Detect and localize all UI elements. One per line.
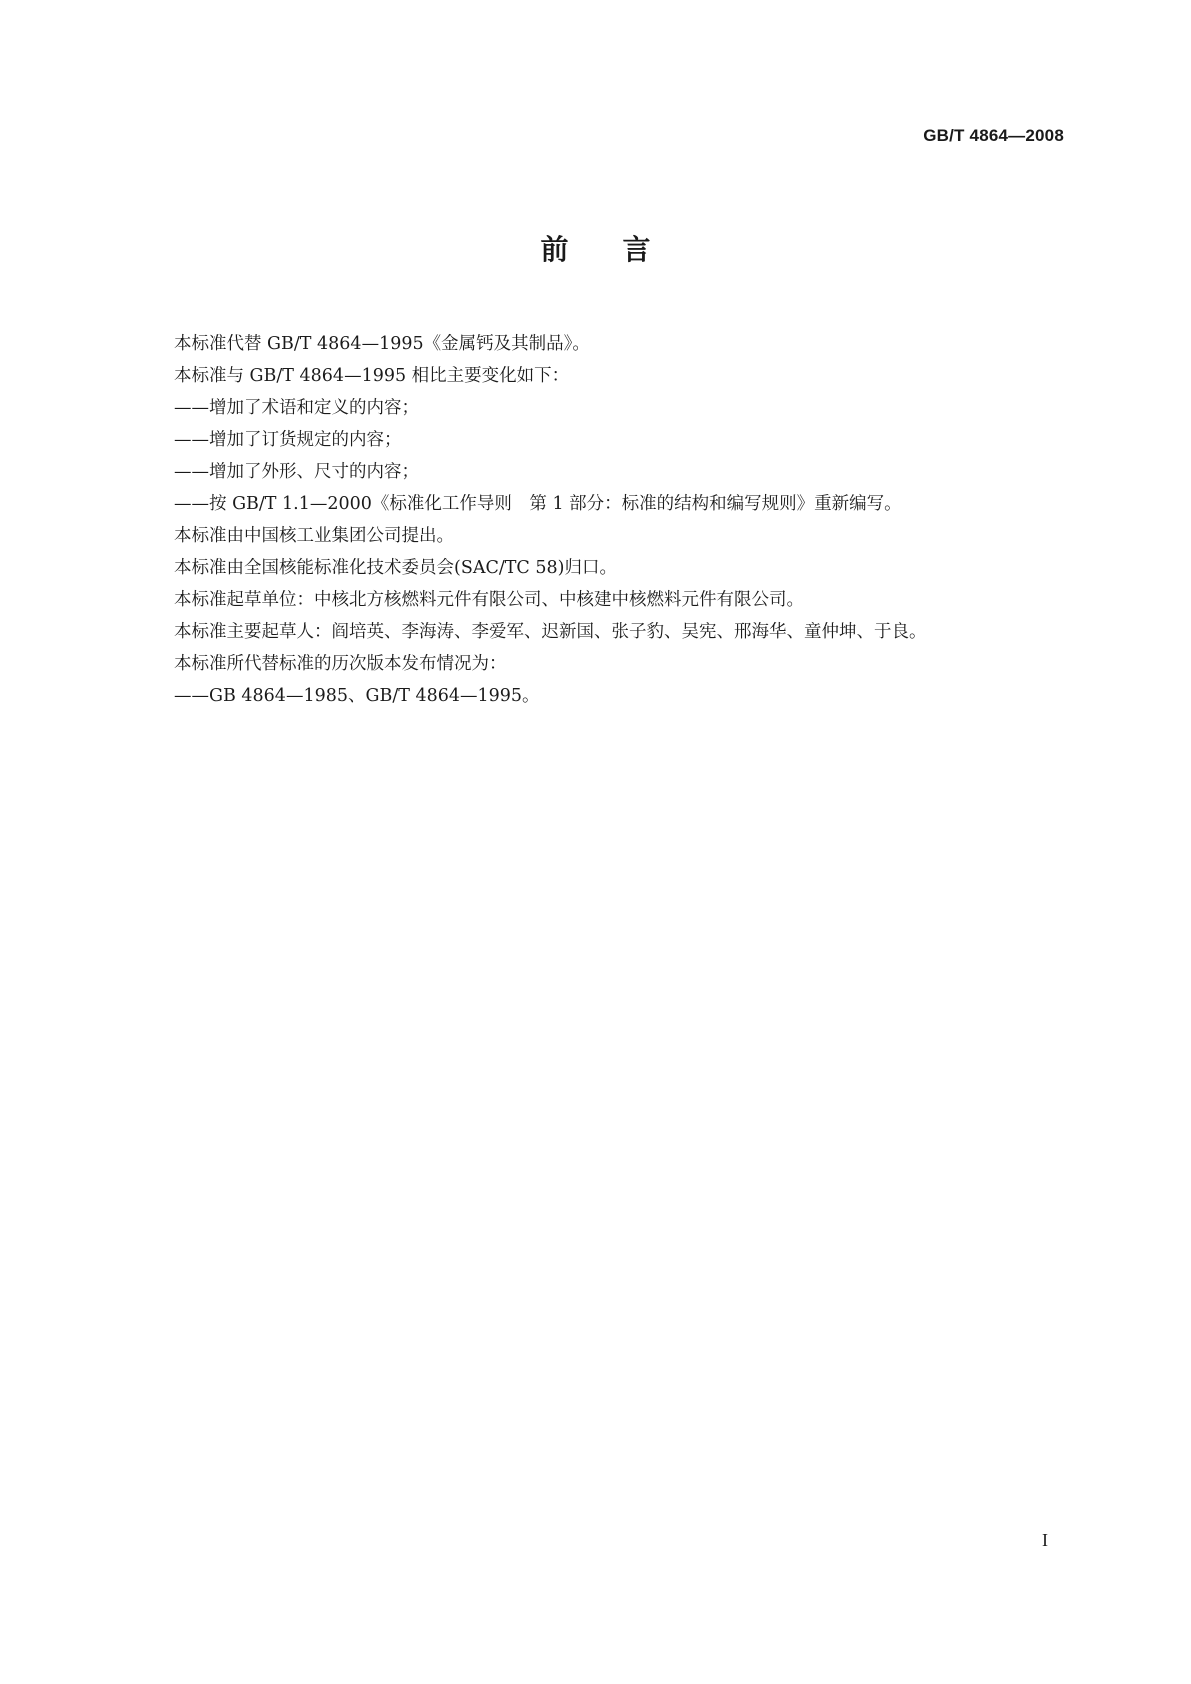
list-item-dimensions: ——增加了外形、尺寸的内容； xyxy=(174,462,419,482)
foreword-body xyxy=(174,328,1054,712)
list-item-ordering: ——增加了订货规定的内容； xyxy=(174,430,402,450)
list-item-terms: ——增加了术语和定义的内容； xyxy=(174,398,419,418)
paragraph-drafting-units: 本标准起草单位：中核北方核燃料元件有限公司、中核建中核燃料元件有限公司。 xyxy=(174,590,804,610)
paragraph-drafters: 本标准主要起草人：阎培英、李海涛、李爱军、迟新国、张子豹、吴宪、邢海华、童仲坤、于良。 xyxy=(174,622,927,642)
standard-code-header: GB/T 4864—2008 xyxy=(923,126,1064,145)
page-title: 前言 xyxy=(540,233,705,266)
page-number: I xyxy=(1042,1530,1048,1550)
paragraph-proposed-by: 本标准由中国核工业集团公司提出。 xyxy=(174,526,454,546)
paragraph-previous-editions: 本标准所代替标准的历次版本发布情况为： xyxy=(174,654,507,674)
paragraph-under-jurisdiction: 本标准由全国核能标准化技术委员会(SAC/TC 58)归口。 xyxy=(174,558,617,578)
list-item-rewrite: ——按 GB/T 1.1—2000《标准化工作导则 第 1 部分：标准的结构和编写规则》重新编写。 xyxy=(174,494,902,514)
paragraph-replaces: 本标准代替 GB/T 4864—1995《金属钙及其制品》。 xyxy=(174,334,590,354)
paragraph-changes-intro: 本标准与 GB/T 4864—1995 相比主要变化如下： xyxy=(174,366,570,386)
list-item-previous-editions: ——GB 4864—1985、GB/T 4864—1995。 xyxy=(174,686,540,706)
